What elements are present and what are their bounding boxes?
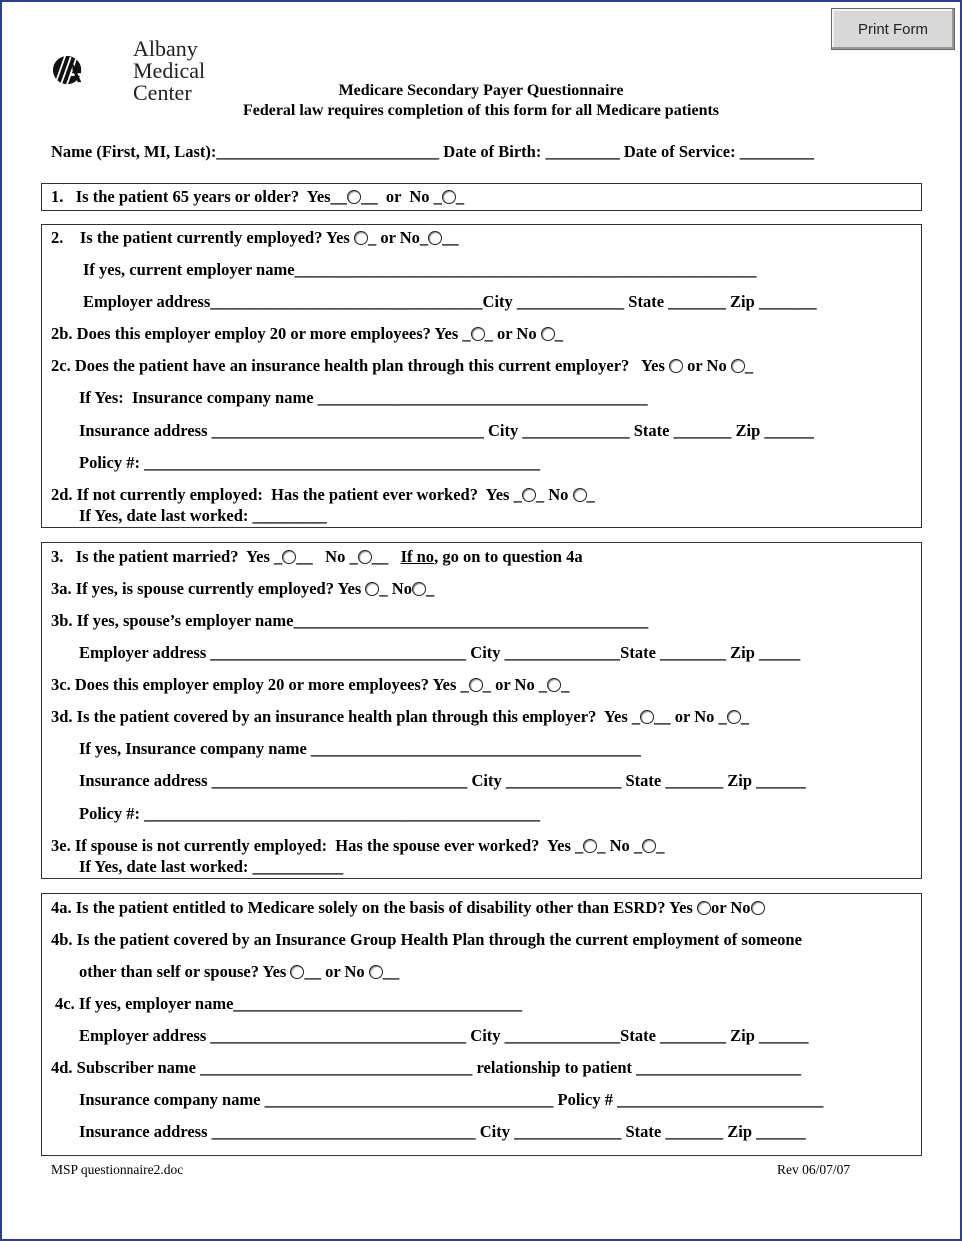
- q4a-text-a: 4a. Is the patient entitled to Medicare solely on the basis of disability other than ESRD? Yes: [51, 898, 697, 917]
- q3a-no-radio[interactable]: [412, 582, 426, 596]
- q3e-no-radio[interactable]: [642, 839, 656, 853]
- q1-text-c: _: [455, 187, 465, 206]
- q2b-no-radio[interactable]: [541, 327, 555, 341]
- form-subtitle: Federal law requires completion of this form for all Medicare patients: [242, 102, 720, 119]
- q4b-text-a: other than self or spouse? Yes: [79, 962, 291, 981]
- q1-text-b: __ or No _: [361, 187, 442, 206]
- insurance-company-field[interactable]: If Yes: Insurance company name ________________________________________: [79, 388, 648, 407]
- q4a-text-b: or No: [710, 898, 751, 917]
- q2d-text-c: _: [586, 485, 595, 504]
- q3e-yes-radio[interactable]: [583, 839, 597, 853]
- q1-no-radio[interactable]: [442, 190, 456, 204]
- q2d-yes-radio[interactable]: [522, 488, 536, 502]
- logo-line-1: Albany: [133, 36, 198, 61]
- q3c-yes-radio[interactable]: [469, 678, 483, 692]
- q2d-no-radio[interactable]: [573, 488, 587, 502]
- subscriber-name-field[interactable]: 4d. Subscriber name _________________________________ relationship to patient ____________________: [51, 1058, 802, 1077]
- question-2d: [51, 485, 595, 505]
- spouse-insurance-company-field[interactable]: If yes, Insurance company name ________________________________________: [79, 739, 641, 758]
- q2c-text-c: _: [744, 356, 754, 375]
- footer-revision: Rev 06/07/07: [777, 1162, 851, 1177]
- q2b-text-b: _ or No: [484, 324, 541, 343]
- q3d-text-a: 3d. Is the patient covered by an insurance health plan through this employer? Yes _: [51, 707, 641, 726]
- q1-text-a: 1. Is the patient 65 years or older? Yes__: [51, 187, 348, 206]
- q2b-text-c: _: [554, 324, 563, 343]
- q3e-text-a: 3e. If spouse is not currently employed: Has the spouse ever worked? Yes _: [51, 836, 584, 855]
- employer-name-field[interactable]: If yes, current employer name________________________________________________________: [83, 260, 757, 279]
- question-3c: [51, 675, 569, 695]
- name-dob-row[interactable]: Name (First, MI, Last):___________________________ Date of Birth: _________ Date of Service: _________: [51, 142, 814, 161]
- q3d-text-b: __ or No _: [654, 707, 727, 726]
- q3-text-b: __ No _: [296, 547, 358, 566]
- other-insurance-company-field[interactable]: Insurance company name ___________________________________ Policy # _________________________: [79, 1090, 824, 1109]
- q3d-yes-radio[interactable]: [640, 710, 654, 724]
- q3e-text-c: _: [656, 836, 665, 855]
- q3-if-no: If no: [400, 547, 435, 566]
- q1-yes-radio[interactable]: [347, 190, 361, 204]
- other-employer-name-field[interactable]: 4c. If yes, employer name___________________________________: [55, 994, 523, 1013]
- q3c-text-a: 3c. Does this employer employ 20 or more employees? Yes _: [51, 675, 469, 694]
- q3a-text-b: _ No: [379, 579, 412, 598]
- question-3: [51, 547, 583, 567]
- insurance-address-field[interactable]: Insurance address _________________________________ City _____________ State _______ Zip ______: [79, 421, 814, 440]
- q4b-no-radio[interactable]: [369, 965, 383, 979]
- policy-number-field[interactable]: Policy #: ________________________________________________: [79, 453, 541, 472]
- print-form-button[interactable]: Print Form: [831, 8, 955, 50]
- q3-text-e: , go on to question 4a: [434, 547, 583, 566]
- q2c-text-a: 2c. Does the patient have an insurance health plan through this current employer? Yes: [51, 356, 669, 375]
- q3-yes-radio[interactable]: [282, 550, 296, 564]
- q4a-no-radio[interactable]: [751, 901, 765, 915]
- spouse-policy-number-field[interactable]: Policy #: ________________________________________________: [79, 804, 541, 823]
- other-employer-address-field[interactable]: Employer address _______________________________ City ______________State ________ Zip ______: [79, 1026, 809, 1045]
- q4a-yes-radio[interactable]: [697, 901, 711, 915]
- q2b-text-a: 2b. Does this employer employ 20 or more employees? Yes _: [51, 324, 471, 343]
- q3a-text-a: 3a. If yes, is spouse currently employed? Yes: [51, 579, 366, 598]
- q3-text-c: __: [371, 547, 401, 566]
- logo-line-2: Medical: [133, 58, 206, 83]
- question-4b: 4b. Is the patient covered by an Insurance Group Health Plan through the current employment of someone: [51, 930, 802, 949]
- q2d-text-b: _ No: [535, 485, 573, 504]
- q3c-no-radio[interactable]: [547, 678, 561, 692]
- date-last-worked-field[interactable]: If Yes, date last worked: _________: [79, 506, 327, 525]
- q3c-text-c: _: [561, 675, 570, 694]
- q3d-no-radio[interactable]: [727, 710, 741, 724]
- q3e-text-b: _ No _: [597, 836, 643, 855]
- spouse-employer-name-field[interactable]: 3b. If yes, spouse’s employer name___________________________________________: [51, 611, 649, 630]
- q3d-text-c: _: [740, 707, 749, 726]
- question-2b: [51, 324, 563, 344]
- q2c-text-b: or No: [683, 356, 731, 375]
- q2-yes-radio[interactable]: [354, 231, 368, 245]
- question-3d: [51, 707, 749, 727]
- footer-filename: MSP questionnaire2.doc: [51, 1162, 184, 1177]
- question-3a: [51, 579, 434, 599]
- q2c-yes-radio[interactable]: [669, 359, 683, 373]
- q2-text-b: _ or No_: [367, 228, 429, 247]
- logo-line-3: Center: [133, 80, 192, 105]
- other-insurance-address-field[interactable]: Insurance address ________________________________ City _____________ State _______ Zip ______: [79, 1122, 806, 1141]
- question-3e: [51, 836, 664, 856]
- spouse-insurance-address-field[interactable]: Insurance address _______________________________ City ______________ State _______ Zip ______: [79, 771, 806, 790]
- q2-no-radio[interactable]: [428, 231, 442, 245]
- q3a-yes-radio[interactable]: [365, 582, 379, 596]
- q2d-text-a: 2d. If not currently employed: Has the patient ever worked? Yes _: [51, 485, 522, 504]
- employer-address-field[interactable]: Employer address_________________________________City _____________ State _______ Zip _______: [83, 292, 817, 311]
- q4b-yes-radio[interactable]: [290, 965, 304, 979]
- q4b-text-b: __ or No: [304, 962, 369, 981]
- question-1: [51, 187, 464, 207]
- question-2: [51, 228, 459, 248]
- q2c-no-radio[interactable]: [731, 359, 745, 373]
- spouse-date-last-worked-field[interactable]: If Yes, date last worked: ___________: [79, 857, 344, 876]
- q2b-yes-radio[interactable]: [471, 327, 485, 341]
- q2-text-a: 2. Is the patient currently employed? Yes: [51, 228, 354, 247]
- q2-text-c: __: [442, 228, 459, 247]
- q3-no-radio[interactable]: [358, 550, 372, 564]
- spouse-employer-address-field[interactable]: Employer address _______________________________ City ______________State ________ Zip _____: [79, 643, 801, 662]
- form-title: Medicare Secondary Payer Questionnaire: [338, 82, 624, 99]
- q4b-text-c: __: [382, 962, 400, 981]
- question-4a: [51, 898, 765, 918]
- question-4b-cont: [79, 962, 399, 982]
- q3c-text-b: _ or No _: [482, 675, 548, 694]
- question-2c: [51, 356, 753, 376]
- q3-text-a: 3. Is the patient married? Yes _: [51, 547, 283, 566]
- q3a-text-c: _: [425, 579, 435, 598]
